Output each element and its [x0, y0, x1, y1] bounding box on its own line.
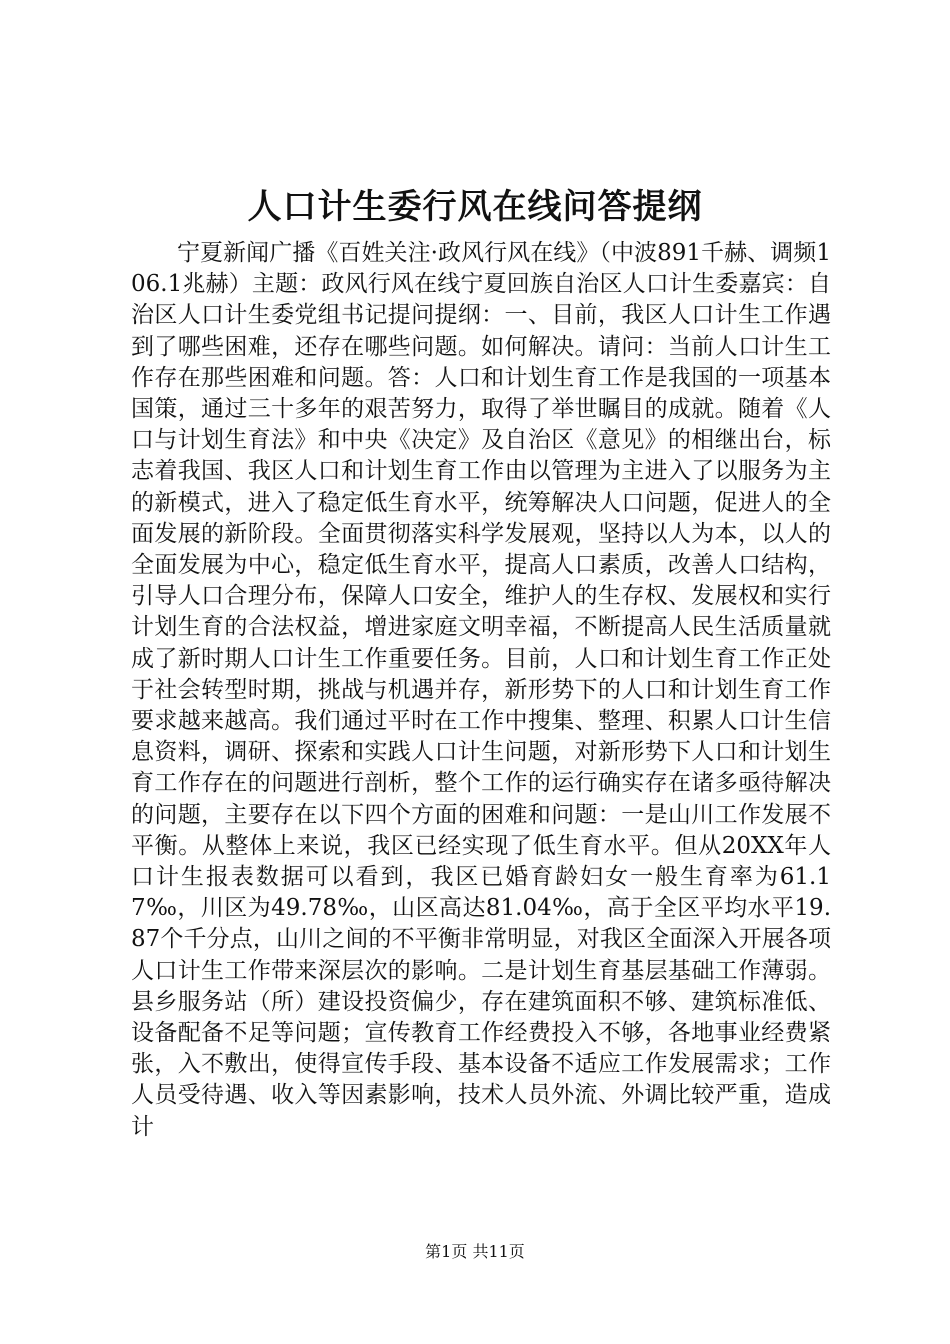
document-body-paragraph: 宁夏新闻广播《百姓关注·政风行风在线》（中波891千赫、调频106.1兆赫）主题：政风行风在线宁夏回族自治区人口计生委嘉宾：自治区人口计生委党组书记提问提纲：一、目前，我区人口计生工作遇到了哪些困难，还存在哪些问题。如何解决。请问：当前人口计生工作存在那些困难和问题。答：人口和计划生育工作是我国的一项基本国策，通过三十多年的艰苦努力，取得了举世瞩目的成就。随着《人口与计划生育法》和中央《决定》及自治区《意见》的相继出台，标志着我国、我区人口和计划生育工作由以管理为主进入了以服务为主的新模式，进入了稳定低生育水平，统筹解决人口问题，促进人的全面发展的新阶段。全面贯彻落实科学发展观，坚持以人为本，以人的全面发展为中心，稳定低生育水平，提高人口素质，改善人口结构，引导人口合理分布，保障人口安全，维护人的生存权、发展权和实行计划生育的合法权益，增进家庭文明幸福，不断提高人民生活质量就成了新时期人口计生工作重要任务。目前，人口和计划生育工作正处于社会转型时期，挑战与机遇并存，新形势下的人口和计划生育工作要求越来越高。我们通过平时在工作中搜集、整理、积累人口计生信息资料，调研、探索和实践人口计生问题，对新形势下人口和计划生育工作存在的问题进行剖析，整个工作的运行确实存在诸多亟待解决的问题，主要存在以下四个方面的困难和问题：一是山川工作发展不平衡。从整体上来说，我区已经实现了低生育水平。但从20XX年人口计生报表数据可以看到，我区已婚育龄妇女一般生育率为61.17‰，川区为49.78‰，山区高达81.04‰，高于全区平均水平19.87个千分点，山川之间的不平衡非常明显，对我区全面深入开展各项人口计生工作带来深层次的影响。二是计划生育基层基础工作薄弱。县乡服务站（所）建设投资偏少，存在建筑面积不够、建筑标准低、设备配备不足等问题；宣传教育工作经费投入不够，各地事业经费紧张，入不敷出，使得宣传手段、基本设备不适应工作发展需求；工作人员受待遇、收入等因素影响，技术人员外流、外调比较严重，造成计 — [131, 240, 831, 1140]
document-title: 人口计生委行风在线问答提纲 — [247, 187, 703, 227]
page-number-footer: 第1页 共11页 — [425, 1242, 525, 1261]
